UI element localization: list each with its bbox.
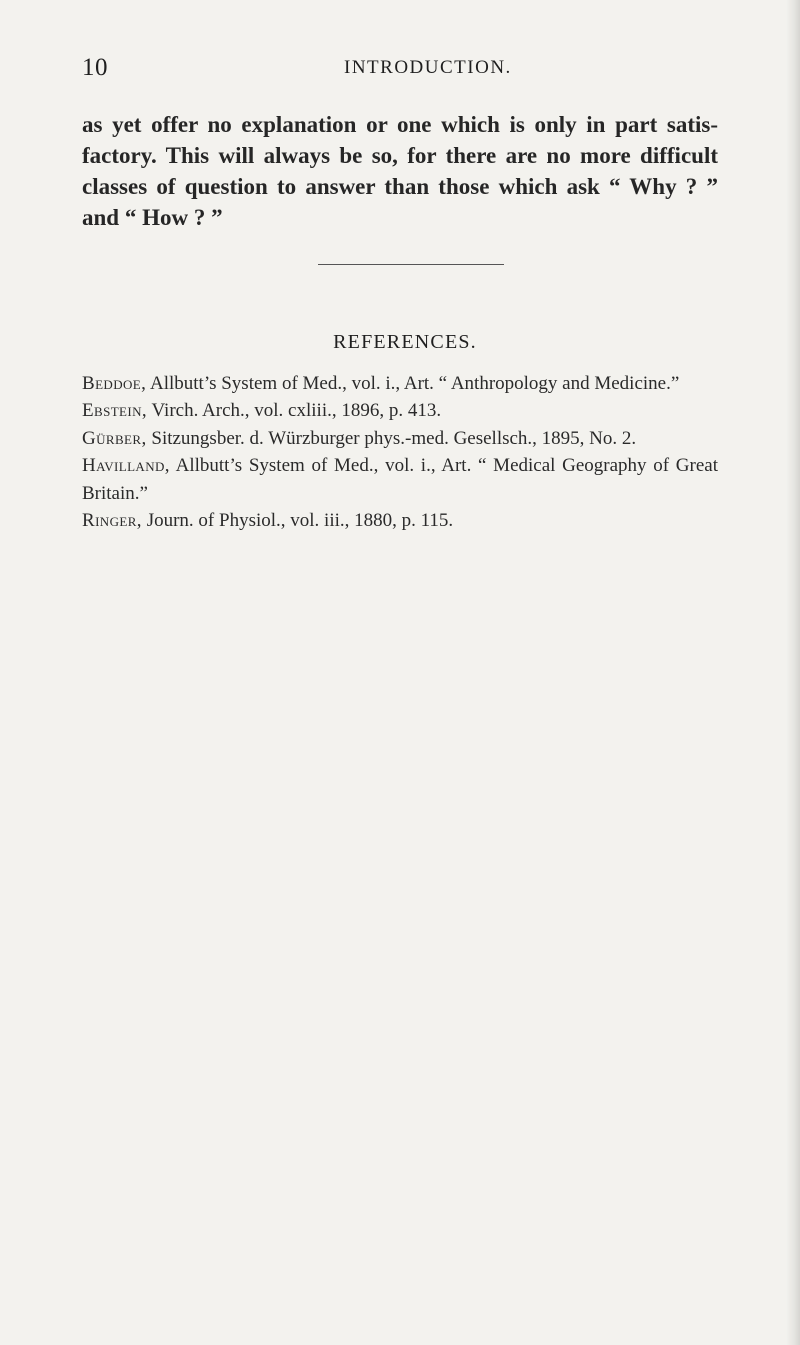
reference-author: Gürber, <box>82 427 147 449</box>
reference-item <box>82 397 718 424</box>
reference-author: Havilland, <box>82 455 170 477</box>
reference-text: Allbutt’s System of Med., vol. i., Art. “ Medical Geography of Great Britain.” <box>82 455 718 504</box>
reference-text: Allbutt’s System of Med., vol. i., Art. “ Anthropology and Medicine.” <box>146 373 680 394</box>
reference-item <box>82 425 718 452</box>
reference-author: Ringer, <box>82 510 142 532</box>
running-head-title: INTRODUCTION. <box>344 57 512 78</box>
reference-item <box>82 507 718 534</box>
reference-item <box>82 452 718 507</box>
reference-author: Beddoe, <box>82 373 147 394</box>
body-paragraph: as yet offer no explanation or one which is only in part satis-factory. This will always be so, for there are no more difficult classes of question to answer than those which ask “ Why ? ” and “ How ? ” <box>82 112 718 230</box>
reference-author: Ebstein, <box>82 400 148 422</box>
page-edge-shadow <box>786 0 800 1345</box>
reference-text: Virch. Arch., vol. cxliii., 1896, p. 413. <box>147 400 442 422</box>
reference-text: Sitzungsber. d. Würzburger phys.-med. Gesellsch., 1895, No. 2. <box>146 427 637 449</box>
reference-text: Journ. of Physiol., vol. iii., 1880, p. 115. <box>141 510 454 532</box>
references-heading: REFERENCES. <box>333 331 477 353</box>
running-head <box>82 54 718 84</box>
reference-item <box>82 370 718 397</box>
page-number: 10 <box>82 54 108 81</box>
section-divider <box>318 264 504 265</box>
references-list <box>82 370 718 534</box>
